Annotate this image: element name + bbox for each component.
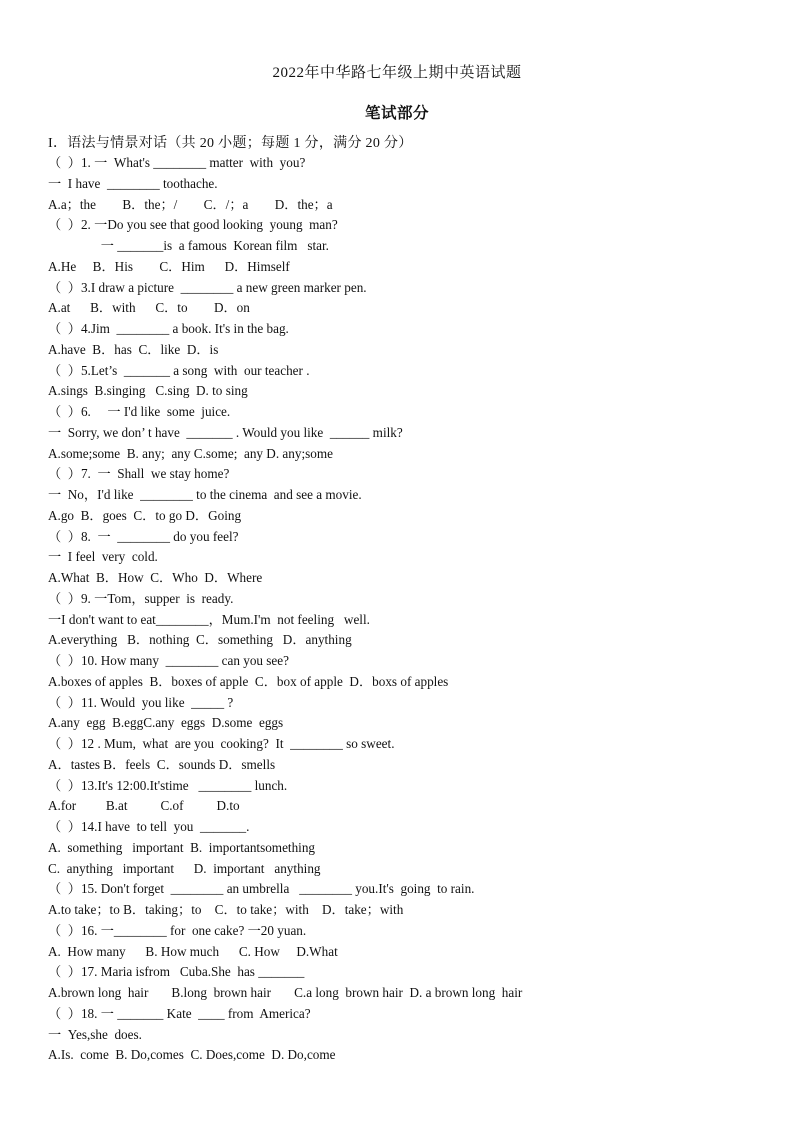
question-line: （ ）13.It's 12:00.It'stime ________ lunch. xyxy=(48,777,288,793)
question-line: （ ）12 . Mum, what are you cooking? It ________ so sweet. xyxy=(48,736,395,751)
question-line: （ ）16. 一________ for one cake? 一20 yuan. xyxy=(48,922,307,938)
question-line: （ ）11. Would you like _____ ? xyxy=(48,694,234,710)
question-line: （ ）8. 一 ________ do you feel? xyxy=(48,528,239,544)
question-line: C. anything important D. important anything xyxy=(48,860,321,876)
question-line: A.have B．has C．like D．is xyxy=(48,341,219,357)
question-line: （ ）5.Let’s _______ a song with our teacher . xyxy=(48,362,310,378)
question-line: （ ）2. 一Do you see that good looking young man? xyxy=(48,217,338,233)
question-line: A.to take；to B．taking；to C．to take；with D．take；with xyxy=(48,902,404,917)
question-line: 一 I feel very cold. xyxy=(48,549,158,565)
question-line: A.go B．goes C．to go D．Going xyxy=(48,507,242,523)
question-line: A. How many B. How much C. How D.What xyxy=(48,943,338,959)
question-line: A．tastes B．feels C．sounds D．smells xyxy=(48,756,276,772)
question-line: 一 Sorry, we don’ t have _______ . Would you like ______ milk? xyxy=(48,424,403,440)
question-line: （ ）14.I have to tell you _______. xyxy=(48,819,250,834)
question-line: A.sings B.singing C.sing D. to sing xyxy=(48,383,248,399)
question-line: 一 I have ________ toothache. xyxy=(48,175,218,191)
question-line: （ ）3.I draw a picture ________ a new green marker pen. xyxy=(48,279,367,295)
question-line: A.What B．How C．Who D．Where xyxy=(48,570,263,585)
question-line: （ ）4.Jim ________ a book. It's in the bag. xyxy=(48,321,289,336)
question-line: 一 Yes,she does. xyxy=(48,1026,142,1042)
question-line: A.a；the B．the；/ C．/；a D．the；a xyxy=(48,196,333,212)
exam-title: 2022年中华路七年级上期中英语试题 xyxy=(272,65,522,81)
question-line: 一I don't want to eat________，Mum.I'm not feeling well. xyxy=(48,611,370,627)
question-list xyxy=(48,153,748,1066)
question-line: A.Is. come B. Do,comes C. Does,come D. Do,come xyxy=(48,1047,336,1063)
question-line: A.at B．with C．to D．on xyxy=(48,300,250,316)
section-heading: I．语法与情景对话（共 20 小题；每题 1 分，满分 20 分） xyxy=(48,136,413,151)
question-line: （ ）6. 一 I'd like some juice. xyxy=(48,404,231,419)
question-line: A.boxes of apples B．boxes of apple C．box of apple D．boxs of apples xyxy=(48,673,449,689)
question-line: A.for B.at C.of D.to xyxy=(48,798,240,814)
question-line: （ ）18. 一 _______ Kate ____ from America? xyxy=(48,1005,311,1021)
question-line: （ ）17. Maria isfrom Cuba.She has _______ xyxy=(48,964,305,980)
question-line: （ ）7. 一 Shall we stay home? xyxy=(48,466,230,482)
question-line: （ ）10. How many ________ can you see? xyxy=(48,653,289,668)
question-line: A.any egg B.eggC.any eggs D.some eggs xyxy=(48,715,284,731)
question-line: A.brown long hair B.long brown hair C.a long brown hair D. a brown long hair xyxy=(48,985,523,1000)
question-line: 一 No，I'd like ________ to the cinema and see a movie. xyxy=(48,487,362,502)
question-line: A. something important B. importantsomething xyxy=(48,839,316,855)
question-line: （ ）1. 一 What's ________ matter with you? xyxy=(48,155,306,170)
question-line: A.everything B．nothing C．something D．anything xyxy=(48,632,352,648)
question-line: （ ）9. 一Tom，supper is ready. xyxy=(48,590,234,606)
question-line: 一 _______is a famous Korean film star. xyxy=(48,238,329,253)
question-line: （ ）15. Don't forget ________ an umbrella ________ you.It's going to rain. xyxy=(48,881,475,897)
question-line: A.He B．His C．Him D．Himself xyxy=(48,258,290,274)
question-line: A.some;some B. any; any C.some; any D. any;some xyxy=(48,445,333,461)
exam-subtitle: 笔试部分 xyxy=(364,105,429,122)
